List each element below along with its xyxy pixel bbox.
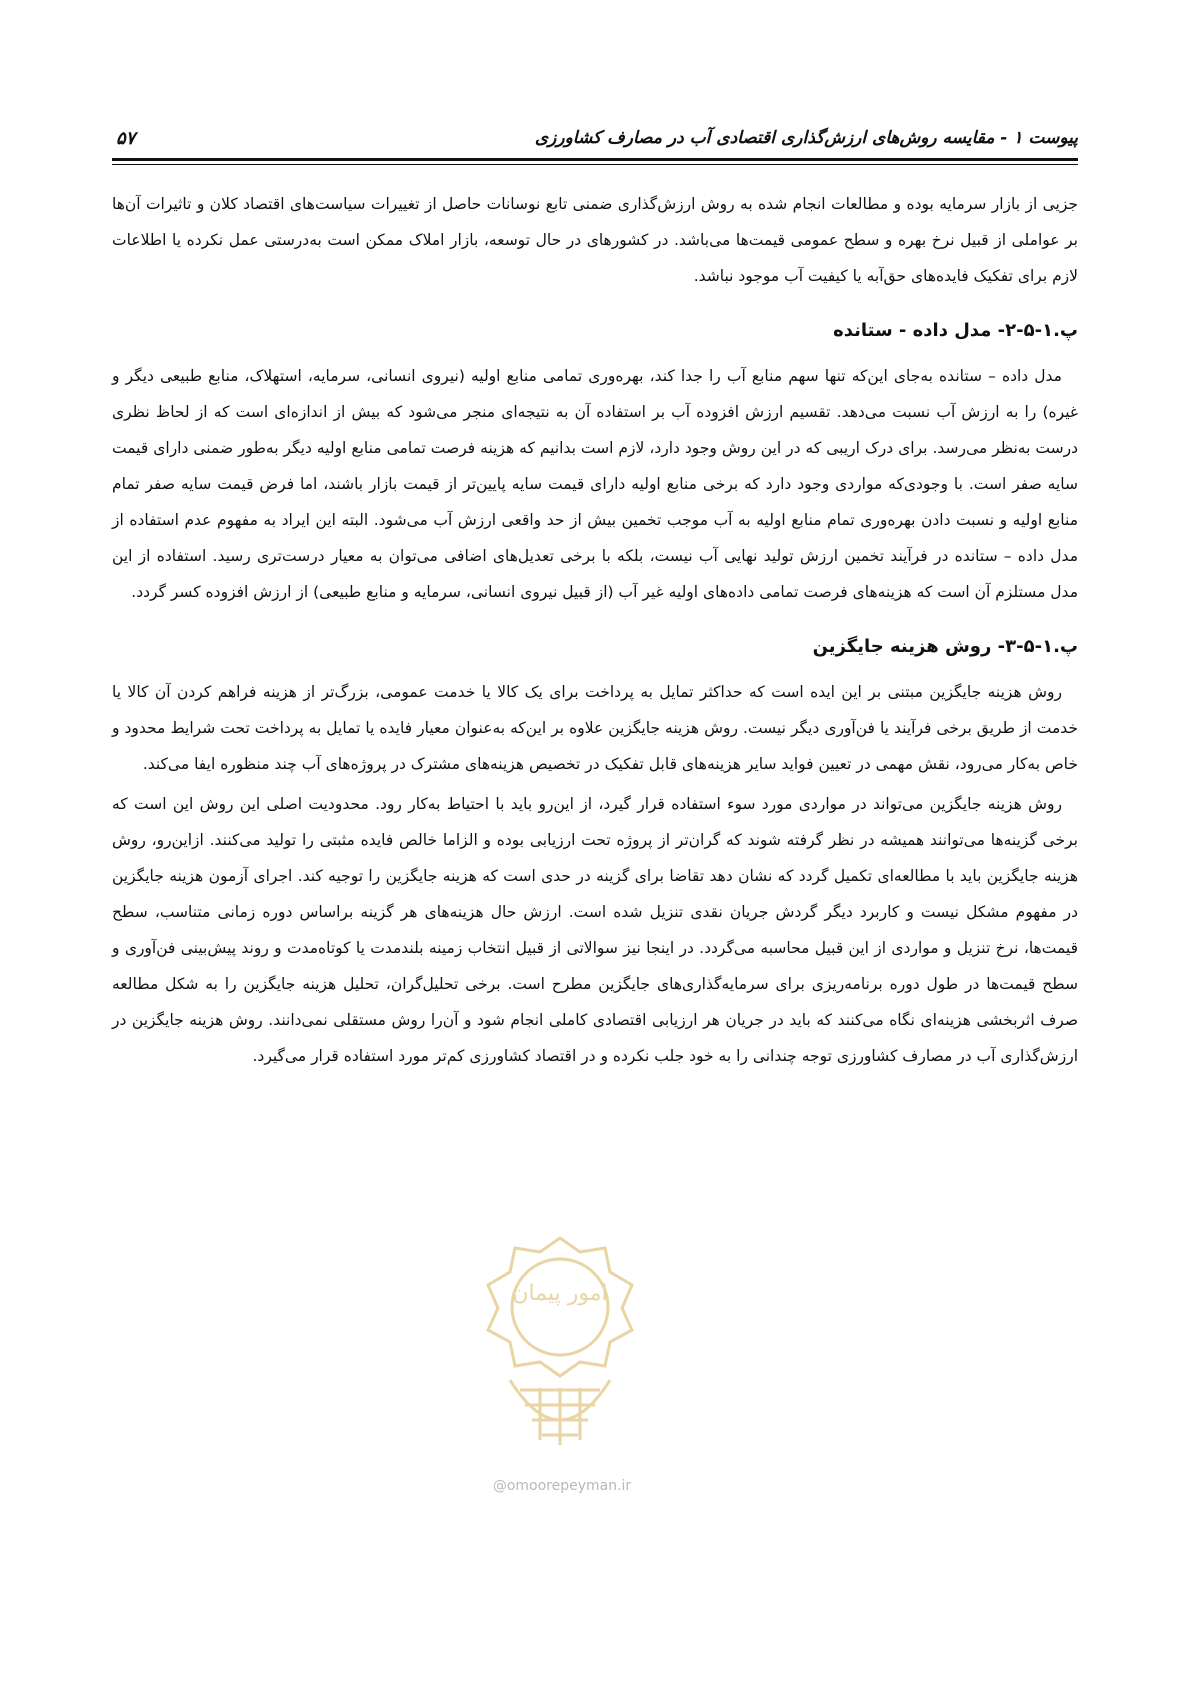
header-title: پیوست ۱ - مقایسه روش‌های ارزش‌گذاری اقتصادی آب در مصارف کشاورزی <box>534 128 1078 148</box>
page-number: ۵۷ <box>116 128 136 149</box>
watermark-url-text: omoorepeyman.ir <box>506 1478 632 1494</box>
watermark-seal-text: امور پیمان <box>512 1281 608 1306</box>
watermark-seal-icon <box>470 1230 650 1460</box>
header-rule-thick <box>112 158 1078 161</box>
alternative-cost-paragraph-2: روش هزینه جایگزین می‌تواند در مواردی مورد سوء استفاده قرار گیرد، از این‌رو باید با احتیاط به‌کار رود. محدودیت اصلی این روش این است که برخی گزینه‌ها می‌توانند همیشه در نظر گرفته شوند که گران‌تر از پروژه تحت ارزیابی بوده و الزاما خالص فایده مثبتی را تولید می‌کنند. ازاین‌رو، روش هزینه جایگزین باید با مطالعه‌ای تکمیل گردد که نشان دهد تقاضا برای گزینه در حدی است که هزینه جایگزین را توجیه کند. اجرای آزمون هزینه جایگزین در مفهوم مشکل نیست و کاربرد دیگر گردش جریان نقدی تنزیل شده است. ارزش حال هزینه‌های هر گزینه براساس دوره زمانی متناسب، سطح قیمت‌ها، نرخ تنزیل و مواردی از این قبیل محاسبه می‌گردد. در اینجا نیز سوالاتی از قبیل انتخاب زمینه بلندمدت یا کوتاه‌مدت و روند پیش‌بینی فن‌آوری و سطح قیمت‌ها در طول دوره برنامه‌ریزی برای سرمایه‌گذاری‌های جایگزین مطرح است. برخی تحلیل‌گران، تحلیل هزینه جایگزین را به شکل مطالعه صرف اثربخشی هزینه‌ای نگاه می‌کنند که باید در جریان هر ارزیابی اقتصادی کاملی انجام شود و آن‌را روش مستقلی نمی‌دانند. روش هزینه جایگزین در ارزش‌گذاری آب در مصارف کشاورزی توجه چندانی را به خود جلب نکرده و در اقتصاد کشاورزی کم‌تر مورد استفاده قرار می‌گیرد. <box>112 795 1078 1065</box>
header-rule-thin <box>112 164 1078 165</box>
watermark-url: @omoorepeyman.ir <box>492 1478 632 1494</box>
alternative-cost-paragraph-1: روش هزینه جایگزین مبتنی بر این ایده است که حداکثر تمایل به پرداخت برای یک کالا یا خدمت عمومی، بزرگ‌تر از هزینه فراهم کردن آن کالا یا خدمت از طریق برخی فرآیند یا فن‌آوری دیگر نیست. روش هزینه جایگزین علاوه بر این‌که به‌عنوان معیار فایده یا تمایل به پرداخت تحت شرایط محدود و خاص به‌کار می‌رود، نقش مهمی در تعیین فواید سایر هزینه‌های قابل تفکیک در تخصیص هزینه‌های مشترک در پروژه‌های آب چند منظوره ایفا می‌کند. <box>112 683 1078 773</box>
section-heading-input-output: پ.۱-۵-۲- مدل داده - ستانده <box>833 320 1078 341</box>
section-heading-alternative-cost: پ.۱-۵-۳- روش هزینه جایگزین <box>812 636 1078 657</box>
body-content <box>112 186 1078 1078</box>
intro-paragraph: جزیی از بازار سرمایه بوده و مطالعات انجام شده به روش ارزش‌گذاری ضمنی تابع نوسانات حاصل از تغییرات سیاست‌های اقتصاد کلان و تاثیرات آن‌ها بر عواملی از قبیل نرخ بهره و سطح عمومی قیمت‌ها می‌باشد. در کشورهای در حال توسعه، بازار املاک ممکن است به‌درستی عمل نکرده یا اطلاعات لازم برای تفکیک فایده‌های حق‌آبه یا کیفیت آب موجود نباشد. <box>112 195 1078 285</box>
running-header <box>112 128 1078 154</box>
input-output-paragraph: مدل داده – ستانده به‌جای این‌که تنها سهم منابع آب را جدا کند، بهره‌وری تمامی منابع اولیه (نیروی انسانی، سرمایه، استهلاک، منابع طبیعی دیگر و غیره) را به ارزش آب نسبت می‌دهد. تقسیم ارزش افزوده آب بر استفاده آن به نتیجه‌ای منجر می‌شود که بیش از اندازه‌ای است که از لحاظ نظری درست به‌نظر می‌رسد. برای درک اریبی که در این روش وجود دارد، لازم است بدانیم که هزینه فرصت تمامی منابع اولیه دیگر به‌طور ضمنی دارای قیمت سایه صفر است. با وجودی‌که مواردی وجود دارد که برخی منابع اولیه دارای قیمت سایه پایین‌تر از قیمت بازار باشند، اما فرض قیمت سایه صفر تمام منابع اولیه و نسبت دادن بهره‌وری تمام منابع اولیه به آب موجب تخمین بیش از حد واقعی ارزش آب می‌شود. البته این ایراد به مفهوم عدم استفاده از مدل داده – ستانده در فرآیند تخمین ارزش تولید نهایی آب نیست، بلکه با برخی تعدیل‌های اضافی می‌توان به معیار درست‌تری رسید. استفاده از این مدل مستلزم آن است که هزینه‌های فرصت تمامی داده‌های اولیه غیر آب (از قبیل نیروی انسانی، سرمایه و منابع طبیعی) از ارزش افزوده کسر گردد. <box>112 367 1078 601</box>
